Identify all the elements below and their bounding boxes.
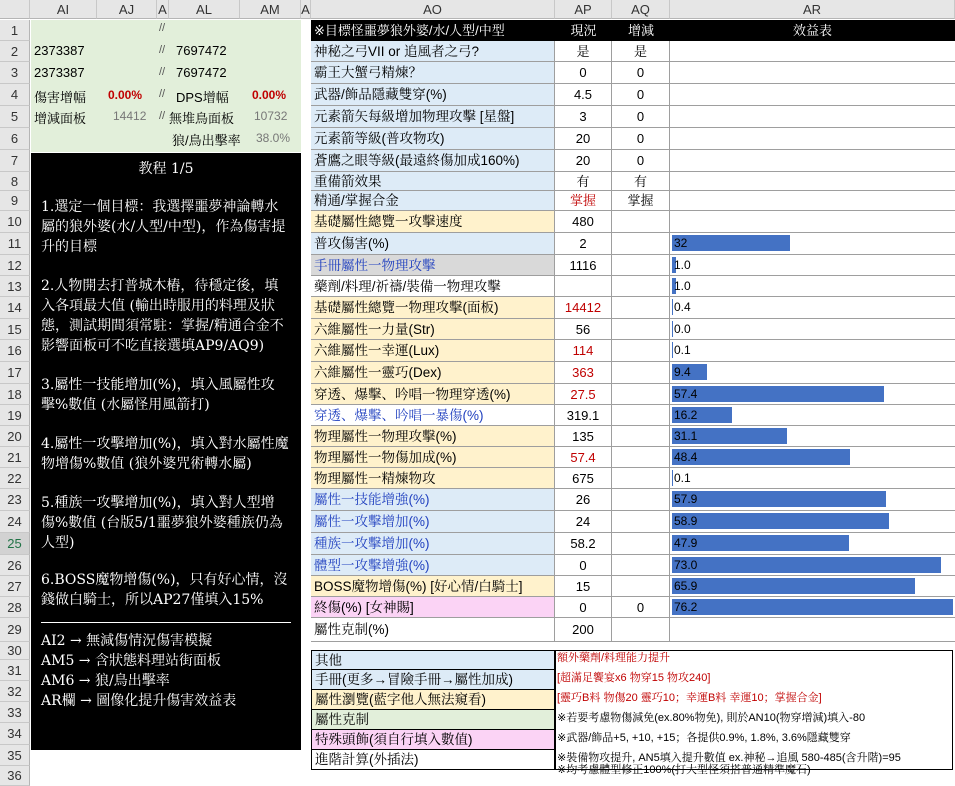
main-row-change[interactable]: 0 [612,150,670,172]
column-header-ap[interactable]: AP [555,0,612,19]
tutorial-panel [31,153,301,750]
separator-r1: // [159,22,166,34]
others-note-border [555,650,953,770]
tutorial-map-4: AR欄 → 圖像化提升傷害效益表 [41,693,237,709]
damage-increase-label: 傷害增幅 [34,90,87,105]
main-row-chart-cell[interactable] [670,62,955,84]
main-row-change[interactable] [612,211,670,233]
main-row-current[interactable]: 0 [555,62,612,84]
others-label[interactable]: 特殊頭飾(須自行填入數值) [311,730,555,750]
main-row-current[interactable]: 0 [555,555,612,576]
dps-increase-value[interactable]: 0.00% [252,88,287,102]
main-row-current[interactable]: 57.4 [555,447,612,468]
column-header-ai[interactable]: AI [30,0,97,19]
row-header[interactable]: 29 [0,618,30,642]
main-row-current[interactable]: 319.1 [555,405,612,426]
row-header[interactable]: 3 [0,62,30,84]
row-header[interactable]: 9 [0,191,30,211]
row-header[interactable]: 31 [0,660,30,681]
chart-bar [672,513,889,529]
main-row-change[interactable] [612,555,670,576]
main-row-change[interactable] [612,362,670,384]
others-note: [靈巧B料 物傷20 靈巧10；幸運B料 幸運10；掌握合金] [557,692,822,704]
main-row-current[interactable]: 1116 [555,255,612,276]
main-row-label[interactable]: 種族一攻擊增加(%) [311,533,555,555]
others-label[interactable]: 進階計算(外插法) [311,750,555,770]
main-row-change[interactable] [612,511,670,533]
chart-bar [672,342,673,358]
tutorial-step-2: 2.人物開去打普城木樁，待穩定後，填入各項最大值 (輸出時服用的料理及狀態，測試期間須常駐：掌握/精通合金不影響面板可不吃直接選填AP9/AQ9) [41,278,284,354]
main-row-current[interactable]: 135 [555,426,612,447]
separator-r3: // [159,66,166,78]
attack-rate-label: 狼/鳥出擊率 [172,133,241,148]
dps-increase-label: DPS增幅 [176,90,229,105]
row-header[interactable]: 8 [0,172,30,191]
main-row-change[interactable]: 0 [612,106,670,128]
cell-al2[interactable]: 7697472 [176,43,227,58]
row-header[interactable]: 28 [0,597,30,618]
row-header[interactable]: 15 [0,319,30,340]
chart-bar-label: 65.9 [674,579,698,593]
chart-bar-label: 1.0 [674,279,691,293]
row-header[interactable]: 35 [0,745,30,766]
chart-bar [672,557,941,573]
chart-bar [672,235,790,251]
main-row-label[interactable]: 屬性一攻擊增加(%) [311,511,555,533]
chart-bar [672,599,953,615]
row-header[interactable]: 24 [0,511,30,533]
main-row-current[interactable]: 27.5 [555,384,612,405]
main-row-current[interactable]: 14412 [555,297,612,319]
main-row-chart-cell[interactable] [670,84,955,106]
chart-bar [672,578,915,594]
chart-bar [672,470,673,486]
chart-bar-label: 0.0 [674,322,691,336]
main-row-change[interactable]: 掌握 [612,191,670,211]
row-header[interactable]: 20 [0,426,30,447]
main-row-change[interactable] [612,489,670,511]
row-header[interactable]: 18 [0,384,30,405]
others-label[interactable]: 屬性瀏覽(藍字他人無法窺看) [311,690,555,710]
row-header[interactable]: 16 [0,340,30,362]
row-header[interactable]: 17 [0,362,30,384]
panel-change-value[interactable]: 14412 [113,109,147,123]
column-header-al[interactable]: AL [169,0,240,19]
chart-bar [672,535,849,551]
main-row-change[interactable]: 是 [612,41,670,62]
row-header[interactable]: 6 [0,128,30,150]
column-header-ak[interactable]: A [157,0,169,19]
no-bird-panel-label: 無堆鳥面板 [169,111,235,126]
row-header[interactable]: 23 [0,489,30,511]
tutorial-map-2: AM5 → 含狀態料理站街面板 [41,653,221,669]
main-row-change[interactable] [612,233,670,255]
row-header[interactable]: 30 [0,642,30,660]
main-row-current[interactable]: 20 [555,128,612,150]
chart-bar-label: 0.1 [674,343,691,357]
chart-bar-label: 0.1 [674,471,691,485]
tutorial-divider [41,622,291,623]
main-row-chart-cell[interactable] [670,106,955,128]
main-row-change[interactable] [612,426,670,447]
main-row-change[interactable] [612,468,670,489]
main-row-label[interactable]: 六維屬性一靈巧(Dex) [311,362,555,384]
main-row-label[interactable]: 六維屬性一幸運(Lux) [311,340,555,362]
main-row-chart-cell[interactable] [670,340,955,362]
main-row-change[interactable] [612,319,670,340]
main-row-chart-cell[interactable] [670,319,955,340]
chart-bar [672,449,850,465]
main-header-ar[interactable]: 效益表 [670,20,955,41]
separator-r5: // [159,110,166,122]
row-header[interactable]: 7 [0,150,30,172]
main-row-current[interactable] [555,276,612,297]
main-row-change[interactable] [612,255,670,276]
tutorial-step-3: 3.屬性一技能增加(%)，填入風屬性攻擊%數值 (水屬怪用風箭打) [41,377,275,413]
row-header[interactable]: 10 [0,211,30,233]
column-header-aq[interactable]: AQ [612,0,670,19]
main-row-label[interactable]: 手冊屬性一物理攻擊 [311,255,555,276]
main-row-label[interactable]: 終傷(%) [女神賜] [311,597,555,618]
chart-bar [672,321,673,337]
main-row-label[interactable]: 蒼鷹之眼等級(最遠終傷加成160%) [311,150,555,172]
main-row-current[interactable]: 58.2 [555,533,612,555]
chart-bar-label: 1.0 [674,258,691,272]
tutorial-step-6: 6.BOSS魔物增傷(%)，只有好心情，沒錢做白騎士，所以AP27僅填入15% [41,572,288,608]
row-header[interactable]: 33 [0,702,30,723]
main-row-current[interactable]: 114 [555,340,612,362]
chart-bar-label: 32 [674,236,688,250]
main-row-current[interactable]: 675 [555,468,612,489]
column-header-aj[interactable]: AJ [97,0,157,19]
panel-change-label: 增減面板 [34,111,87,126]
main-row-chart-cell[interactable] [670,468,955,489]
row-header[interactable]: 12 [0,255,30,276]
main-row-current[interactable]: 20 [555,150,612,172]
main-row-current[interactable]: 3 [555,106,612,128]
main-row-chart-cell[interactable] [670,41,955,62]
main-row-label[interactable]: BOSS魔物增傷(%) [好心情/白騎士] [311,576,555,597]
others-note: ※裝備物攻提升, AN5填入提升數值 ex.神秘→追風 580-485(含升階)=95 [557,752,901,764]
column-header-an[interactable]: A [301,2,310,17]
main-row-chart-cell[interactable] [670,191,955,211]
tutorial-map-3: AM6 → 狼/鳥出擊率 [41,673,170,689]
tutorial-map-1: AI2 → 無減傷情況傷害模擬 [41,633,213,649]
main-row-label[interactable]: 物理屬性一物理攻擊(%) [311,426,555,447]
cell-ai2[interactable]: 2373387 [34,43,85,58]
row-header[interactable]: 11 [0,233,30,255]
main-row-change[interactable]: 0 [612,128,670,150]
row-header[interactable]: 19 [0,405,30,426]
chart-bar-label: 73.0 [674,558,698,572]
main-row-current[interactable]: 24 [555,511,612,533]
chart-bar-label: 58.9 [674,514,698,528]
no-bird-panel-value[interactable]: 10732 [254,109,288,123]
damage-increase-value[interactable]: 0.00% [108,88,143,102]
others-label[interactable]: 屬性克制 [311,710,555,730]
chart-bar-label: 57.9 [674,492,698,506]
main-row-label[interactable]: 藥劑/料理/祈禱/裝備一物理攻擊 [311,276,555,297]
chart-bar-label: 47.9 [674,536,698,550]
chart-bar-label: 48.4 [674,450,698,464]
cell-al3[interactable]: 7697472 [176,65,227,80]
chart-bar-label: 9.4 [674,365,691,379]
main-row-current[interactable]: 200 [555,618,612,642]
main-row-label[interactable]: 元素箭等級(普攻物攻) [311,128,555,150]
main-row-label[interactable]: 物理屬性一精煉物攻 [311,468,555,489]
tutorial-step-1: 1.選定一個目標：我選擇噩夢神論轉水屬的狼外婆(水/人型/中型)，作為傷害提升的目標 [41,199,286,255]
row-header[interactable]: 21 [0,447,30,468]
main-row-current[interactable]: 掌握 [555,191,612,211]
cell-ai3[interactable]: 2373387 [34,65,85,80]
main-row-current[interactable]: 363 [555,362,612,384]
main-row-change[interactable]: 有 [612,172,670,191]
main-row-chart-cell[interactable] [670,297,955,319]
main-row-label[interactable]: 神秘之弓VII or 追風者之弓? [311,41,555,62]
row-header[interactable]: 5 [0,106,30,128]
main-row-label[interactable]: 物理屬性一物傷加成(%) [311,447,555,468]
chart-bar-label: 0.4 [674,300,691,314]
row-header[interactable]: 32 [0,681,30,702]
attack-rate-value[interactable]: 38.0% [256,131,291,145]
main-row-label[interactable]: 普攻傷害(%) [311,233,555,255]
main-row-change[interactable] [612,276,670,297]
main-row-current[interactable]: 是 [555,41,612,62]
tutorial-step-4: 4.屬性一攻擊增加(%)，填入對水屬性魔物增傷%數值 (狼外婆咒術轉水屬) [41,436,289,472]
chart-bar [672,491,886,507]
main-row-change[interactable] [612,384,670,405]
chart-bar [672,299,673,315]
row-header[interactable]: 34 [0,723,30,745]
main-row-current[interactable]: 4.5 [555,84,612,106]
others-note: ※武器/飾品+5, +10, +15；各提供0.9%, 1.8%, 3.6%隱藏雙穿 [557,732,851,744]
corner-cell[interactable] [0,0,30,19]
row-header[interactable]: 13 [0,276,30,297]
separator-r4: // [159,88,166,100]
main-row-current[interactable]: 0 [555,597,612,618]
column-header-ar[interactable]: AR [670,0,955,19]
main-header-aq[interactable]: 增減 [612,20,670,41]
main-row-label[interactable]: 屬性一技能增強(%) [311,489,555,511]
main-row-change[interactable] [612,618,670,642]
tutorial-title: 教程 1/5 [138,161,194,177]
main-row-current[interactable]: 56 [555,319,612,340]
others-note: [超滿足饗宴x6 物穿15 物攻240] [557,672,711,684]
tutorial-step-5: 5.種族一攻擊增加(%)，填入對人型增傷%數值 (台版5/1噩夢狼外婆種族仍為人型) [41,495,283,551]
chart-bar-label: 57.4 [674,387,698,401]
main-row-change[interactable] [612,405,670,426]
main-row-label[interactable]: 六維屬性一力量(Str) [311,319,555,340]
main-row-chart-cell[interactable] [670,618,955,642]
others-note: ※若要考慮物傷減免(ex.80%物免), 則於AN10(物穿增減)填入-80 [557,712,866,724]
main-row-chart-cell[interactable] [670,255,955,276]
chart-bar [672,386,884,402]
others-label[interactable]: 其他 [311,650,555,670]
main-row-current[interactable]: 有 [555,172,612,191]
main-row-change[interactable] [612,533,670,555]
main-row-chart-cell[interactable] [670,276,955,297]
main-row-change[interactable] [612,340,670,362]
others-note: ※均考慮體型修正100%(打大型怪須搭普通精準魔石) [557,764,811,776]
chart-bar-label: 31.1 [674,429,698,443]
main-row-chart-cell[interactable] [670,211,955,233]
main-row-change[interactable]: 0 [612,597,670,618]
main-row-label[interactable]: 武器/飾品隱藏雙穿(%) [311,84,555,106]
main-row-chart-cell[interactable] [670,128,955,150]
main-row-label[interactable]: 霸王大蟹弓精煉？ [311,62,555,84]
row-header[interactable]: 27 [0,576,30,597]
main-row-current[interactable]: 2 [555,233,612,255]
main-row-label[interactable]: 精通/掌握合金 [311,191,555,211]
row-header[interactable]: 25 [0,533,30,555]
main-row-chart-cell[interactable] [670,172,955,191]
row-header[interactable]: 22 [0,468,30,489]
main-row-label[interactable]: 重備箭效果 [311,172,555,191]
main-row-label[interactable]: 屬性克制(%) [311,618,555,642]
main-header-ap[interactable]: 現況 [555,20,612,41]
chart-bar-label: 16.2 [674,408,698,422]
main-row-current[interactable]: 26 [555,489,612,511]
main-row-current[interactable]: 480 [555,211,612,233]
others-note: 額外藥劑/料理能力提升 [557,652,671,664]
main-row-label[interactable]: 體型一攻擊增強(%) [311,555,555,576]
row-header[interactable]: 26 [0,555,30,576]
row-header[interactable]: 4 [0,84,30,106]
row-header[interactable]: 14 [0,297,30,319]
main-row-change[interactable] [612,447,670,468]
separator-r2: // [159,44,166,56]
main-header-ao[interactable]: ※目標怪噩夢狼外婆/水/人型/中型 [311,20,555,41]
main-row-chart-cell[interactable] [670,362,955,384]
main-row-label[interactable]: 基礎屬性總覽一攻擊速度 [311,211,555,233]
column-header-am[interactable]: AM [240,0,301,19]
column-header-ao[interactable]: AO [311,0,555,19]
main-row-change[interactable]: 0 [612,62,670,84]
main-row-chart-cell[interactable] [670,150,955,172]
main-row-change[interactable]: 0 [612,84,670,106]
main-row-label[interactable]: 穿透、爆擊、吟唱一暴傷(%) [311,405,555,426]
chart-bar-label: 76.2 [674,600,698,614]
main-row-change[interactable] [612,297,670,319]
main-row-label[interactable]: 基礎屬性總覽一物理攻擊(面板) [311,297,555,319]
main-row-current[interactable]: 15 [555,576,612,597]
main-row-label[interactable]: 元素箭矢每級增加物理攻擊 [星盤] [311,106,555,128]
others-label[interactable]: 手冊(更多→冒險手冊→屬性加成) [311,670,555,690]
main-row-label[interactable]: 穿透、爆擊、吟唱一物理穿透(%) [311,384,555,405]
main-row-change[interactable] [612,576,670,597]
row-header[interactable]: 2 [0,41,30,62]
row-header[interactable]: 1 [0,20,30,41]
row-header[interactable]: 36 [0,766,30,786]
